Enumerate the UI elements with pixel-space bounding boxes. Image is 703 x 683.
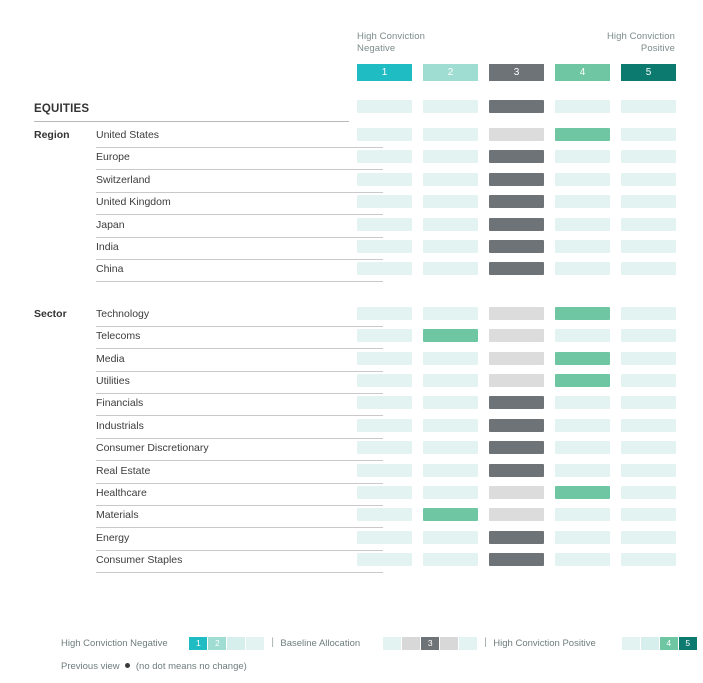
row-cell-2	[423, 262, 478, 275]
row-cell-3	[489, 352, 544, 365]
row-cells	[357, 374, 675, 388]
row-cell-1	[357, 128, 412, 141]
table-row[interactable]	[34, 439, 675, 461]
equities-cell-1	[357, 100, 412, 113]
table-row[interactable]	[34, 327, 675, 349]
legend-positive-swatch-4: 5	[679, 637, 697, 650]
table-row[interactable]	[34, 148, 675, 170]
row-label: United Kingdom	[96, 196, 171, 209]
previous-view-note	[61, 661, 247, 672]
row-cells	[357, 508, 675, 522]
row-cell-1	[357, 441, 412, 454]
row-cell-3	[489, 195, 544, 208]
row-cells	[357, 531, 675, 545]
header-positive-label	[602, 31, 675, 55]
row-cell-4	[555, 240, 610, 253]
row-label: Healthcare	[96, 487, 147, 499]
section-divider	[34, 121, 349, 122]
row-cell-3	[489, 262, 544, 275]
row-cell-3	[489, 396, 544, 409]
row-label: Technology	[96, 307, 150, 320]
header-positive-line1: High Conviction	[606, 31, 675, 42]
row-cell-3	[489, 150, 544, 163]
row-cell-5	[621, 553, 676, 566]
column-header-2: 2	[423, 64, 478, 81]
table-row[interactable]	[34, 529, 675, 551]
row-cell-5	[621, 508, 676, 521]
row-cell-5	[621, 150, 676, 163]
row-label: Switzerland	[96, 173, 151, 186]
row-cell-5	[621, 464, 676, 477]
table-row[interactable]	[34, 193, 675, 215]
row-cell-3	[489, 128, 544, 141]
row-cell-2	[423, 419, 478, 432]
row-cells	[357, 352, 675, 366]
row-cell-5	[621, 419, 676, 432]
row-cell-5	[621, 486, 676, 499]
table-row[interactable]	[34, 462, 675, 484]
row-cell-4	[555, 553, 610, 566]
row-cells	[357, 128, 675, 142]
row-cell-5	[621, 195, 676, 208]
row-cell-3	[489, 486, 544, 499]
legend-negative-swatch-1: 1	[189, 637, 207, 650]
row-cell-1	[357, 531, 412, 544]
section-title: EQUITIES	[34, 103, 90, 115]
row-cell-5	[621, 307, 676, 320]
row-cell-3	[489, 441, 544, 454]
previous-view-prefix: Previous view	[61, 661, 120, 672]
previous-view-dot-icon	[125, 663, 130, 668]
column-header-5: 5	[621, 64, 676, 81]
row-label: India	[96, 241, 119, 253]
row-cells	[357, 464, 675, 478]
group-label-sector: Sector	[34, 307, 67, 320]
legend-baseline-text: Baseline Allocation	[280, 638, 361, 649]
row-cell-1	[357, 329, 412, 342]
row-cell-4	[555, 531, 610, 544]
row-cell-3	[489, 464, 544, 477]
row-cell-3	[489, 240, 544, 253]
legend-separator-2: |	[484, 637, 487, 648]
row-label: Media	[96, 352, 125, 365]
header-positive-line2: Positive	[640, 43, 675, 54]
table-row[interactable]	[34, 394, 675, 416]
row-cell-2	[423, 486, 478, 499]
row-label: Telecoms	[96, 330, 141, 343]
row-cell-4	[555, 329, 610, 342]
row-cell-4	[555, 218, 610, 231]
row-cell-3	[489, 419, 544, 432]
row-cells	[357, 173, 675, 187]
row-cell-5	[621, 441, 676, 454]
row-label: Europe	[96, 151, 130, 164]
row-cell-5	[621, 218, 676, 231]
row-cell-5	[621, 329, 676, 342]
row-cell-2	[423, 150, 478, 163]
row-cell-4	[555, 419, 610, 432]
equities-cell-4	[555, 100, 610, 113]
row-cell-2	[423, 464, 478, 477]
row-label: Materials	[96, 509, 139, 522]
section-cells	[357, 100, 675, 114]
table-row[interactable]	[34, 484, 675, 506]
row-cell-3	[489, 531, 544, 544]
row-divider	[96, 281, 383, 282]
equities-cell-3	[489, 100, 544, 113]
table-row[interactable]	[34, 238, 675, 260]
row-cell-4	[555, 352, 610, 365]
row-label: Energy	[96, 531, 130, 544]
row-cell-1	[357, 419, 412, 432]
row-cell-2	[423, 240, 478, 253]
table-row[interactable]	[34, 305, 675, 327]
row-cell-5	[621, 531, 676, 544]
row-cells	[357, 218, 675, 232]
legend-baseline-swatch-4	[440, 637, 458, 650]
table-row[interactable]	[34, 350, 675, 372]
row-cell-1	[357, 150, 412, 163]
row-cell-4	[555, 262, 610, 275]
row-label: Real Estate	[96, 464, 151, 477]
row-label: Financials	[96, 397, 144, 410]
equities-cell-2	[423, 100, 478, 113]
row-cell-2	[423, 218, 478, 231]
row-cell-5	[621, 173, 676, 186]
legend-positive-swatch-2	[641, 637, 659, 650]
legend-negative-text: High Conviction Negative	[61, 638, 168, 649]
row-cell-1	[357, 396, 412, 409]
legend	[61, 637, 691, 651]
row-cell-2	[423, 173, 478, 186]
legend-baseline-swatch-2	[402, 637, 420, 650]
row-cells	[357, 240, 675, 254]
header-negative-label	[357, 31, 425, 55]
row-cell-1	[357, 240, 412, 253]
row-label: Consumer Discretionary	[96, 442, 209, 455]
row-cells	[357, 150, 675, 164]
column-header-1: 1	[357, 64, 412, 81]
previous-view-suffix: (no dot means no change)	[135, 661, 247, 672]
row-cell-2	[423, 553, 478, 566]
row-cell-4	[555, 464, 610, 477]
row-cell-1	[357, 218, 412, 231]
legend-positive-swatch-1	[622, 637, 640, 650]
row-cell-4	[555, 195, 610, 208]
row-cell-5	[621, 352, 676, 365]
row-cell-2	[423, 374, 478, 387]
row-cells	[357, 419, 675, 433]
row-cell-4	[555, 307, 610, 320]
legend-positive-swatch-3: 4	[660, 637, 678, 650]
row-cell-3	[489, 307, 544, 320]
row-cell-5	[621, 128, 676, 141]
row-cell-2	[423, 307, 478, 320]
row-cell-5	[621, 240, 676, 253]
equities-cell-5	[621, 100, 676, 113]
row-cell-4	[555, 486, 610, 499]
row-cell-3	[489, 374, 544, 387]
row-cell-5	[621, 262, 676, 275]
row-cell-1	[357, 486, 412, 499]
row-cell-3	[489, 218, 544, 231]
legend-baseline-swatch-3: 3	[421, 637, 439, 650]
legend-negative-swatch-3	[227, 637, 245, 650]
row-cell-2	[423, 396, 478, 409]
table-row[interactable]	[34, 126, 675, 148]
column-header-3: 3	[489, 64, 544, 81]
column-headers	[357, 64, 675, 81]
table-row[interactable]	[34, 417, 675, 439]
row-cell-1	[357, 374, 412, 387]
row-cells	[357, 441, 675, 455]
legend-positive-text: High Conviction Positive	[493, 638, 596, 649]
legend-negative-swatch-2: 2	[208, 637, 226, 650]
row-cell-1	[357, 464, 412, 477]
column-header-4: 4	[555, 64, 610, 81]
row-cell-1	[357, 195, 412, 208]
row-label: Industrials	[96, 419, 144, 432]
row-cell-5	[621, 396, 676, 409]
row-cell-2	[423, 531, 478, 544]
row-divider	[96, 572, 383, 573]
row-label: Utilities	[96, 375, 130, 387]
row-cells	[357, 262, 675, 276]
row-cell-1	[357, 553, 412, 566]
row-cell-3	[489, 173, 544, 186]
row-cell-4	[555, 128, 610, 141]
row-cell-2	[423, 195, 478, 208]
row-cell-4	[555, 150, 610, 163]
row-cell-2	[423, 508, 478, 521]
header-negative-line1: High Conviction	[357, 31, 426, 42]
table-row[interactable]	[34, 506, 675, 528]
row-cell-3	[489, 508, 544, 521]
table-row[interactable]	[34, 372, 675, 394]
row-cell-1	[357, 173, 412, 186]
table-row[interactable]	[34, 260, 675, 282]
row-cells	[357, 396, 675, 410]
row-cell-1	[357, 508, 412, 521]
row-label: United States	[96, 129, 160, 141]
row-label: Japan	[96, 218, 125, 231]
legend-baseline-swatch-1	[383, 637, 401, 650]
table-row[interactable]	[34, 171, 675, 193]
legend-separator-1: |	[271, 637, 274, 648]
header-negative-line2: Negative	[357, 43, 396, 54]
row-cells	[357, 486, 675, 500]
row-cell-4	[555, 173, 610, 186]
legend-negative-swatch-4	[246, 637, 264, 650]
row-cell-2	[423, 128, 478, 141]
row-cell-1	[357, 307, 412, 320]
row-cell-1	[357, 262, 412, 275]
row-cells	[357, 553, 675, 567]
row-cell-2	[423, 329, 478, 342]
table-row[interactable]	[34, 216, 675, 238]
row-cells	[357, 307, 675, 321]
row-cells	[357, 195, 675, 209]
row-cell-1	[357, 352, 412, 365]
legend-baseline-swatch-5	[459, 637, 477, 650]
row-cell-4	[555, 396, 610, 409]
row-cell-5	[621, 374, 676, 387]
row-cell-4	[555, 508, 610, 521]
row-cell-4	[555, 374, 610, 387]
row-cells	[357, 329, 675, 343]
group-label-region: Region	[34, 129, 70, 141]
row-label: Consumer Staples	[96, 554, 183, 567]
row-cell-2	[423, 441, 478, 454]
row-cell-3	[489, 553, 544, 566]
table-row[interactable]	[34, 551, 675, 573]
row-cell-4	[555, 441, 610, 454]
row-cell-2	[423, 352, 478, 365]
row-label: China	[96, 263, 124, 276]
row-cell-3	[489, 329, 544, 342]
